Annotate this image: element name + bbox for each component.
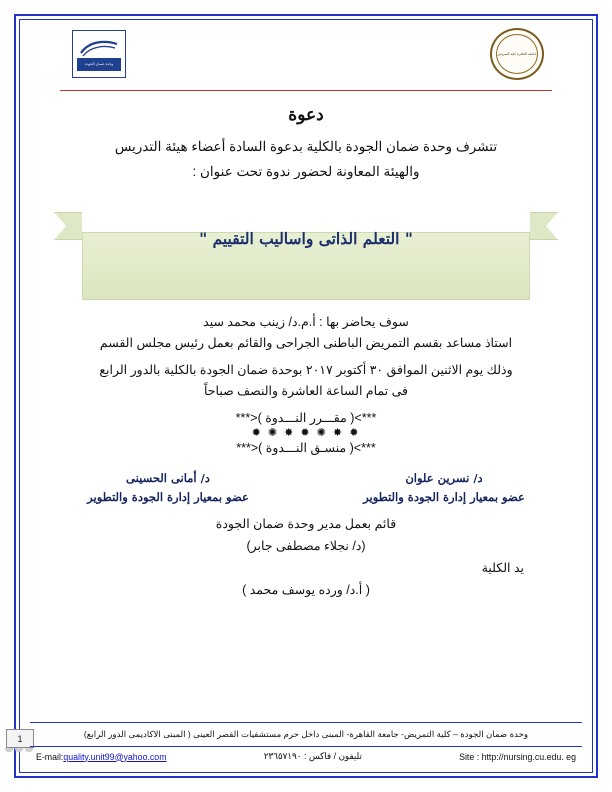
banner	[30, 196, 582, 308]
footer-phone: تليفون / فاكس : ٢٣٦٥٧١٩٠	[263, 751, 362, 761]
closing-block	[30, 513, 582, 557]
footer-divider-mid	[30, 746, 582, 747]
speaker-line-1: سوف يحاضر بها : أ.م.د/ زينب محمد سيد	[203, 315, 409, 329]
seminar-rapporteur-line: ***>( مقـــرر النـــدوة )<***	[235, 411, 377, 425]
page-content	[30, 28, 582, 764]
signature-left	[317, 469, 571, 507]
swoosh-icon	[79, 38, 119, 58]
intro-line-1: تتشرف وحدة ضمان الجودة بالكلية بدعوة السادة أعضاء هيئة التدريس	[114, 139, 498, 154]
banner-title: " التعلم الذاتى واساليب التقييم "	[199, 228, 413, 248]
footer-divider-top	[30, 722, 582, 723]
footer-contact-row	[30, 751, 582, 762]
signature-role: عضو بمعيار إدارة الجودة والتطوير	[87, 490, 249, 504]
page-number-badge: 1	[6, 729, 34, 748]
seminar-coordinator-line: ***>( منسـق النـــدوة )<***	[236, 441, 376, 455]
dean-name: ( أ.د/ ورده يوسف محمد )	[242, 583, 370, 597]
footer-affiliation: وحدة ضمان الجودة – كلية التمريض- جامعة القاهرة- المبنى داخل حرم مستشفيات القصر العينى ( المبنى الاكاديمى الدور الرابع)	[83, 729, 529, 739]
page-title: دعوة	[288, 105, 324, 125]
footer-email-value[interactable]: quality.unit99@yahoo.com	[63, 751, 167, 762]
signature-name: د/ نسرين علوان	[405, 471, 483, 485]
speaker-line-2: استاذ مساعد بقسم التمريض الباطنى الجراحى والقائم بعمل رئيس مجلس القسم	[99, 336, 513, 350]
coordinator-block	[30, 410, 582, 457]
speaker-block	[30, 312, 582, 354]
footer-email-label: E-mail:	[36, 751, 64, 762]
intro-paragraph	[30, 134, 582, 184]
logo-band-label: وحدة ضمان الجودة	[77, 58, 121, 71]
signature-row	[30, 469, 582, 507]
quality-assurance-unit-logo-icon	[72, 30, 126, 78]
footer-email	[36, 752, 167, 762]
header	[30, 28, 582, 86]
cairo-university-seal-icon	[488, 28, 546, 80]
signature-right	[41, 469, 295, 507]
intro-line-2: والهيئة المعاونة لحضور ندوة تحت عنوان :	[192, 164, 420, 179]
flower-divider-icon: ✹ ✸ ✺ ✹ ✸ ✺ ✹	[251, 427, 361, 439]
quality-unit-director-name: (د/ نجلاء مصطفى جابر)	[246, 539, 366, 553]
date-block	[30, 360, 582, 402]
header-divider	[60, 90, 552, 91]
quality-unit-director-title: قائم بعمل مدير وحدة ضمان الجودة	[215, 517, 397, 531]
date-line-2: فى تمام الساعة العاشرة والنصف صباحاً	[203, 384, 409, 398]
date-line-1: وذلك يوم الاثنين الموافق ٣٠ أكتوبر ٢٠١٧ بوحدة ضمان الجودة بالكلية بالدور الرابع	[99, 363, 513, 377]
footer	[30, 722, 582, 762]
seal-label: جامعة القاهرة كلية التمريض	[497, 51, 537, 56]
dean-label: يد الكلية	[481, 561, 524, 575]
signature-name: د/ أمانى الحسينى	[126, 471, 210, 485]
signature-role: عضو بمعيار إدارة الجودة والتطوير	[363, 490, 525, 504]
footer-site[interactable]: Site : http://nursing.cu.edu. eg	[459, 751, 576, 762]
